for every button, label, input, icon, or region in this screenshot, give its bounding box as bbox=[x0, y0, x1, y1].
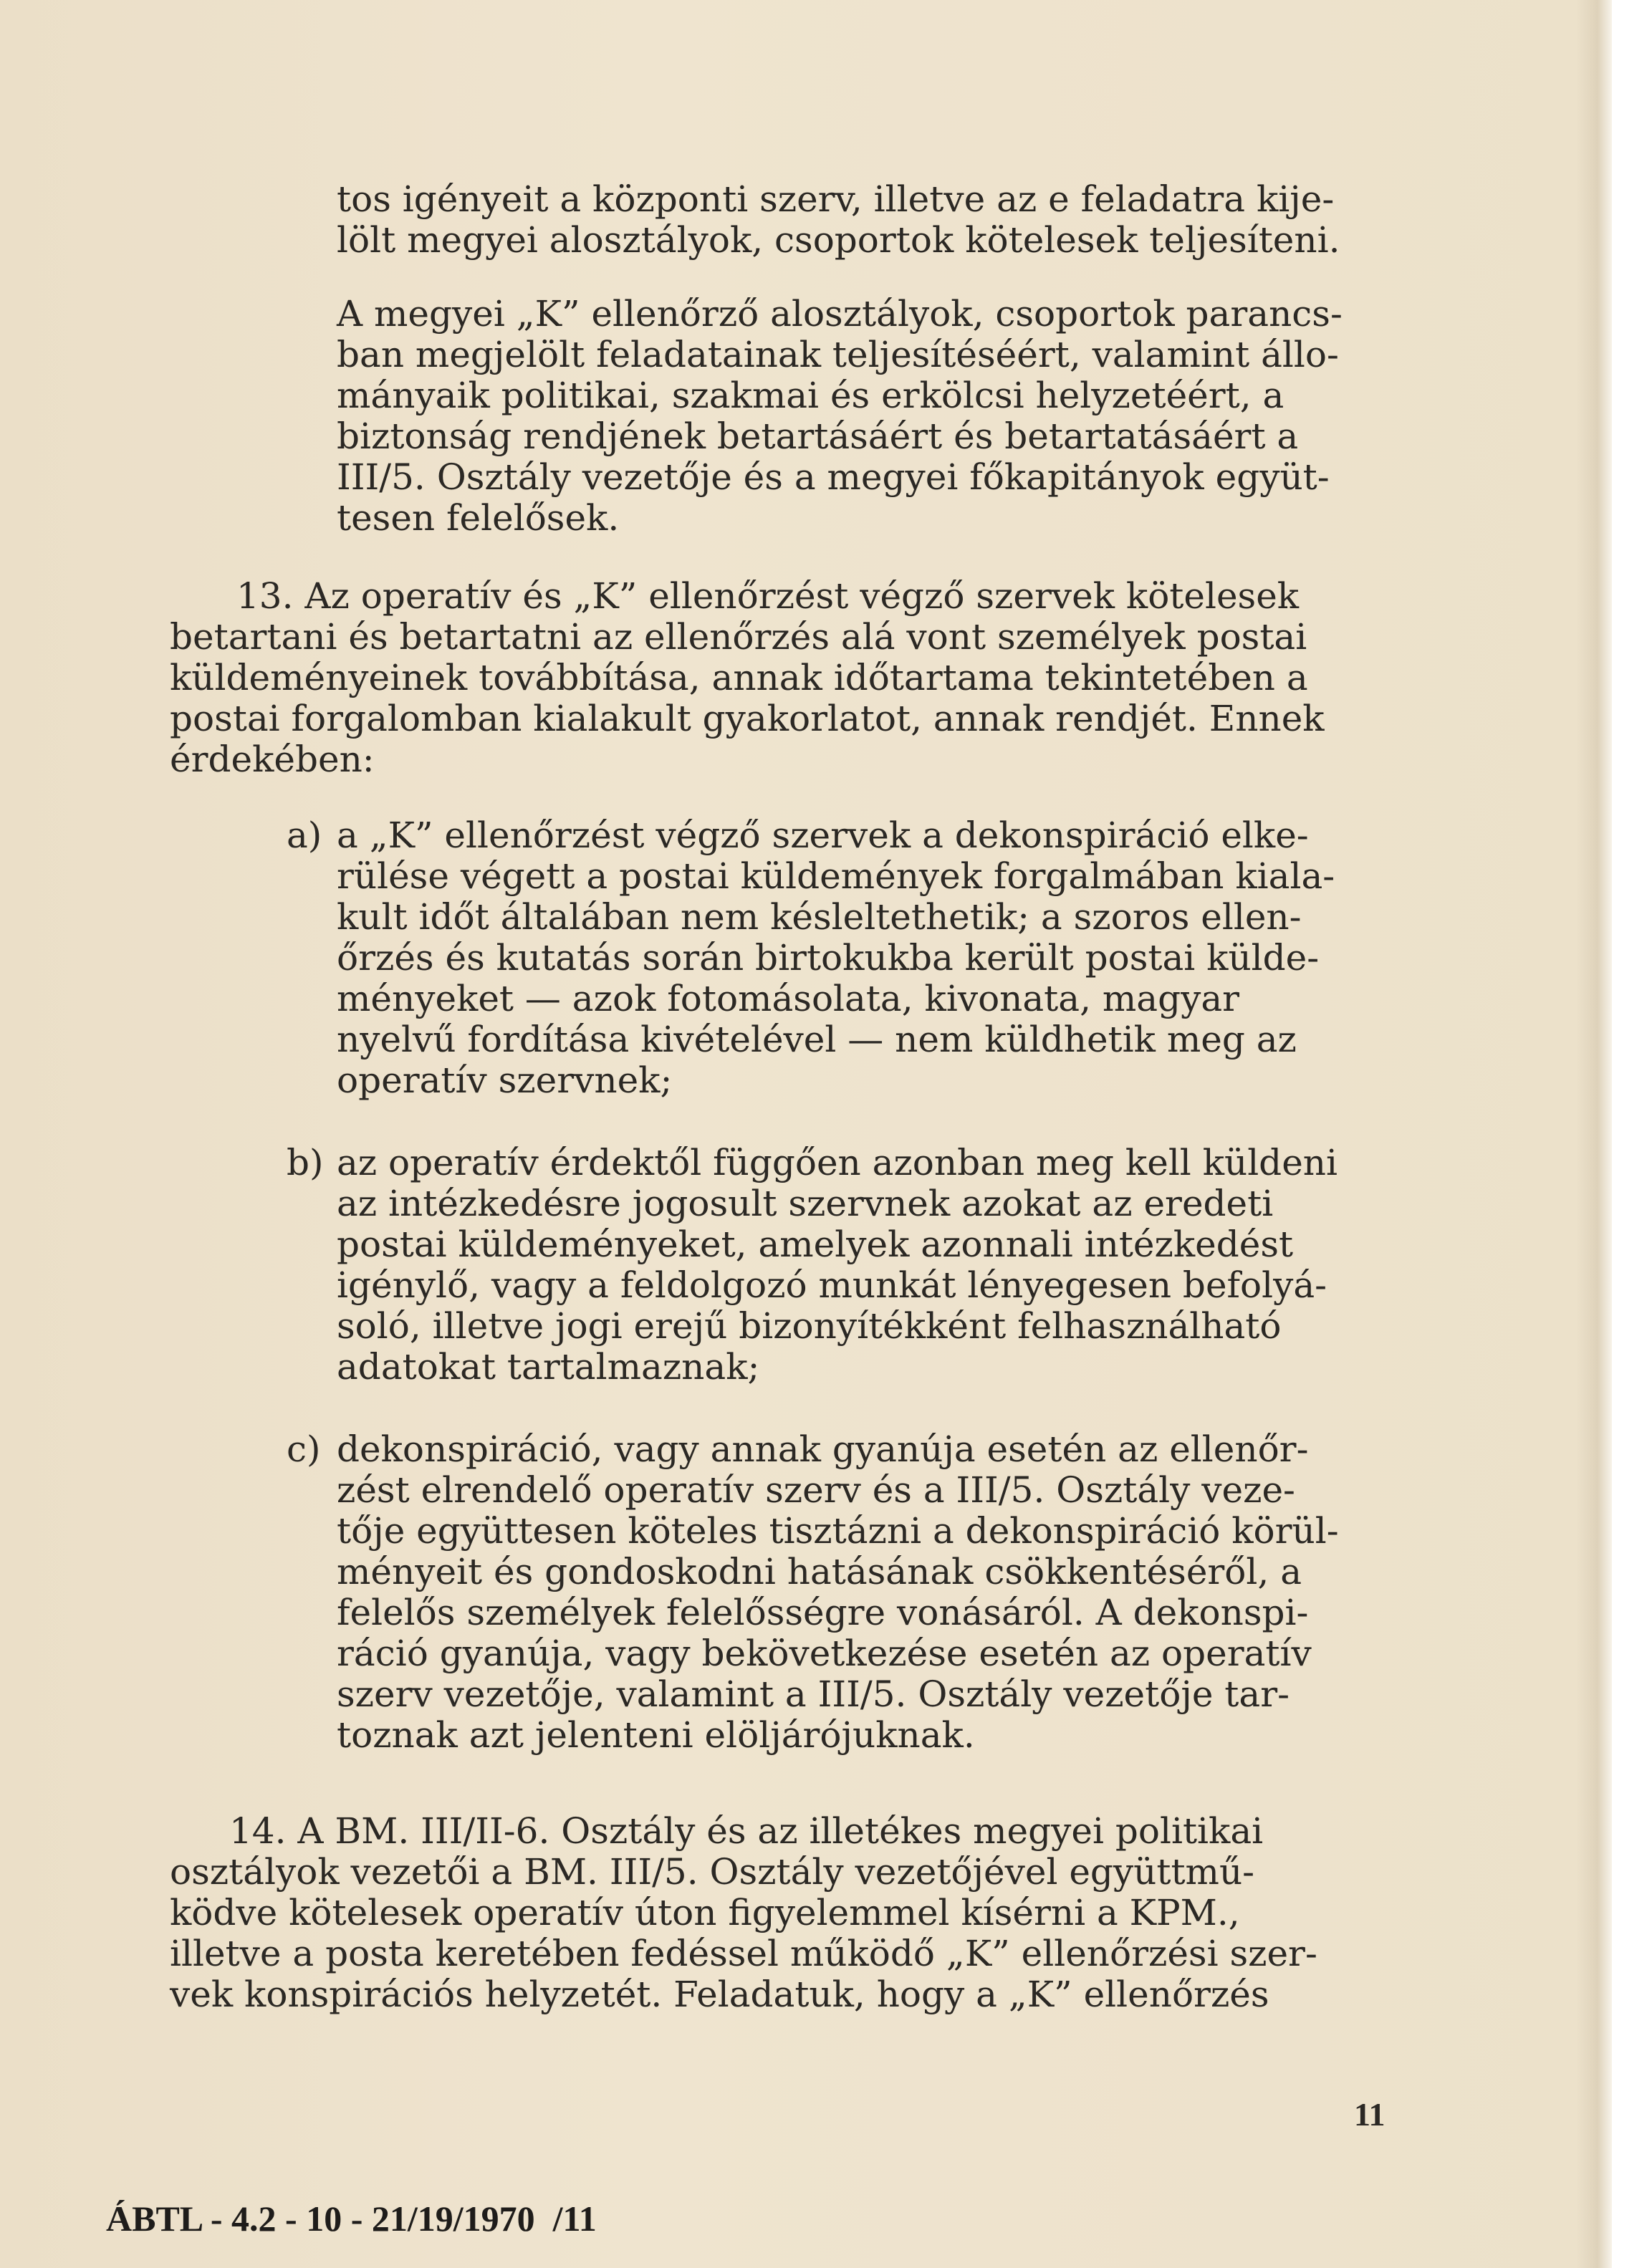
text-line: dekonspiráció, vagy annak gyanúja esetén az ellenőr- bbox=[337, 1428, 1309, 1470]
list-item-label: c) bbox=[287, 1428, 321, 1470]
section-14 bbox=[170, 1811, 1393, 2015]
text-line: postai küldeményeket, amelyek azonnali intézkedést bbox=[337, 1224, 1294, 1265]
page-edge-shadow bbox=[1576, 0, 1612, 2268]
text-line: A megyei „K” ellenőrző alosztályok, csoportok parancs- bbox=[337, 293, 1343, 335]
text-line: operatív szervnek; bbox=[337, 1059, 673, 1101]
text-line: vek konspirációs helyzetét. Feladatuk, hogy a „K” ellenőrzés bbox=[170, 1974, 1269, 2015]
text-line: ködve kötelesek operatív úton figyelemmel kísérni a KPM., bbox=[170, 1892, 1240, 1933]
text-line: ban megjelölt feladatainak teljesítéséért, valamint állo- bbox=[337, 334, 1339, 375]
text-line: tesen felelősek. bbox=[337, 497, 620, 539]
text-line: ményeit és gondoskodni hatásának csökkentéséről, a bbox=[337, 1551, 1302, 1592]
text-line: toznak azt jelenteni elöljárójuknak. bbox=[337, 1714, 975, 1756]
text-line: adatokat tartalmaznak; bbox=[337, 1346, 760, 1388]
text-line: az intézkedésre jogosult szervnek azokat az eredeti bbox=[337, 1183, 1274, 1224]
text-line: tője együttesen köteles tisztázni a dekonspiráció körül- bbox=[337, 1510, 1339, 1552]
text-line: rülése végett a postai küldemények forgalmában kiala- bbox=[337, 855, 1335, 897]
text-line: osztályok vezetői a BM. III/5. Osztály vezetőjével együttmű- bbox=[170, 1851, 1255, 1893]
text-line: igénylő, vagy a feldolgozó munkát lényegesen befolyá- bbox=[337, 1264, 1327, 1306]
text-line: betartani és betartatni az ellenőrzés alá vont személyek postai bbox=[170, 616, 1307, 658]
text-line: felelős személyek felelősségre vonásáról. A dekonspi- bbox=[337, 1592, 1309, 1633]
text-line: illetve a posta keretében fedéssel működő „K” ellenőrzési szer- bbox=[170, 1933, 1317, 1974]
paragraph-responsibility bbox=[337, 294, 1393, 539]
text-line: ráció gyanúja, vagy bekövetkezése esetén az operatív bbox=[337, 1633, 1312, 1674]
list-item-body bbox=[337, 1429, 1393, 1756]
text-line: postai forgalomban kialakult gyakorlatot, annak rendjét. Ennek bbox=[170, 698, 1325, 739]
text-line: őrzés és kutatás során birtokukba került postai külde- bbox=[337, 937, 1320, 979]
list-item-label: a) bbox=[287, 815, 322, 856]
text-line: az operatív érdektől függően azonban meg kell küldeni bbox=[337, 1142, 1338, 1183]
archive-reference: ÁBTL - 4.2 - 10 - 21/19/1970 /11 bbox=[106, 2199, 597, 2239]
text-line: szerv vezetője, valamint a III/5. Osztály vezetője tar- bbox=[337, 1673, 1290, 1715]
paragraph-top bbox=[337, 179, 1393, 261]
text-line: mányaik politikai, szakmai és erkölcsi helyzetéért, a bbox=[337, 375, 1284, 416]
section-13 bbox=[170, 576, 1393, 780]
text-line: érdekében: bbox=[170, 739, 375, 780]
list-item-body bbox=[337, 815, 1393, 1101]
list-item-label: b) bbox=[287, 1142, 324, 1183]
text-line: küldeményeinek továbbítása, annak időtartama tekintetében a bbox=[170, 657, 1308, 698]
text-line: biztonság rendjének betartásáért és betartatásáért a bbox=[337, 415, 1299, 457]
text-line: a „K” ellenőrzést végző szervek a dekonspiráció elke- bbox=[337, 815, 1309, 856]
text-line: 13. Az operatív és „K” ellenőrzést végző szervek kötelesek bbox=[236, 575, 1300, 617]
page-number: 11 bbox=[1354, 2096, 1386, 2133]
text-line: zést elrendelő operatív szerv és a III/5. Osztály veze- bbox=[337, 1469, 1295, 1511]
text-line: nyelvű fordítása kivételével — nem küldhetik meg az bbox=[337, 1019, 1297, 1060]
text-line: ményeket — azok fotomásolata, kivonata, magyar bbox=[337, 978, 1240, 1019]
text-line: tos igényeit a központi szerv, illetve az e feladatra kije- bbox=[337, 178, 1335, 220]
text-line: kult időt általában nem késleltethetik; a szoros ellen- bbox=[337, 896, 1302, 938]
list-item-body bbox=[337, 1143, 1393, 1388]
text-line: lölt megyei alosztályok, csoportok kötelesek teljesíteni. bbox=[337, 219, 1340, 261]
text-line: III/5. Osztály vezetője és a megyei főkapitányok együt- bbox=[337, 456, 1330, 498]
text-line: soló, illetve jogi erejű bizonyítékként felhasználható bbox=[337, 1305, 1282, 1347]
text-line: 14. A BM. III/II-6. Osztály és az illetékes megyei politikai bbox=[229, 1810, 1264, 1852]
